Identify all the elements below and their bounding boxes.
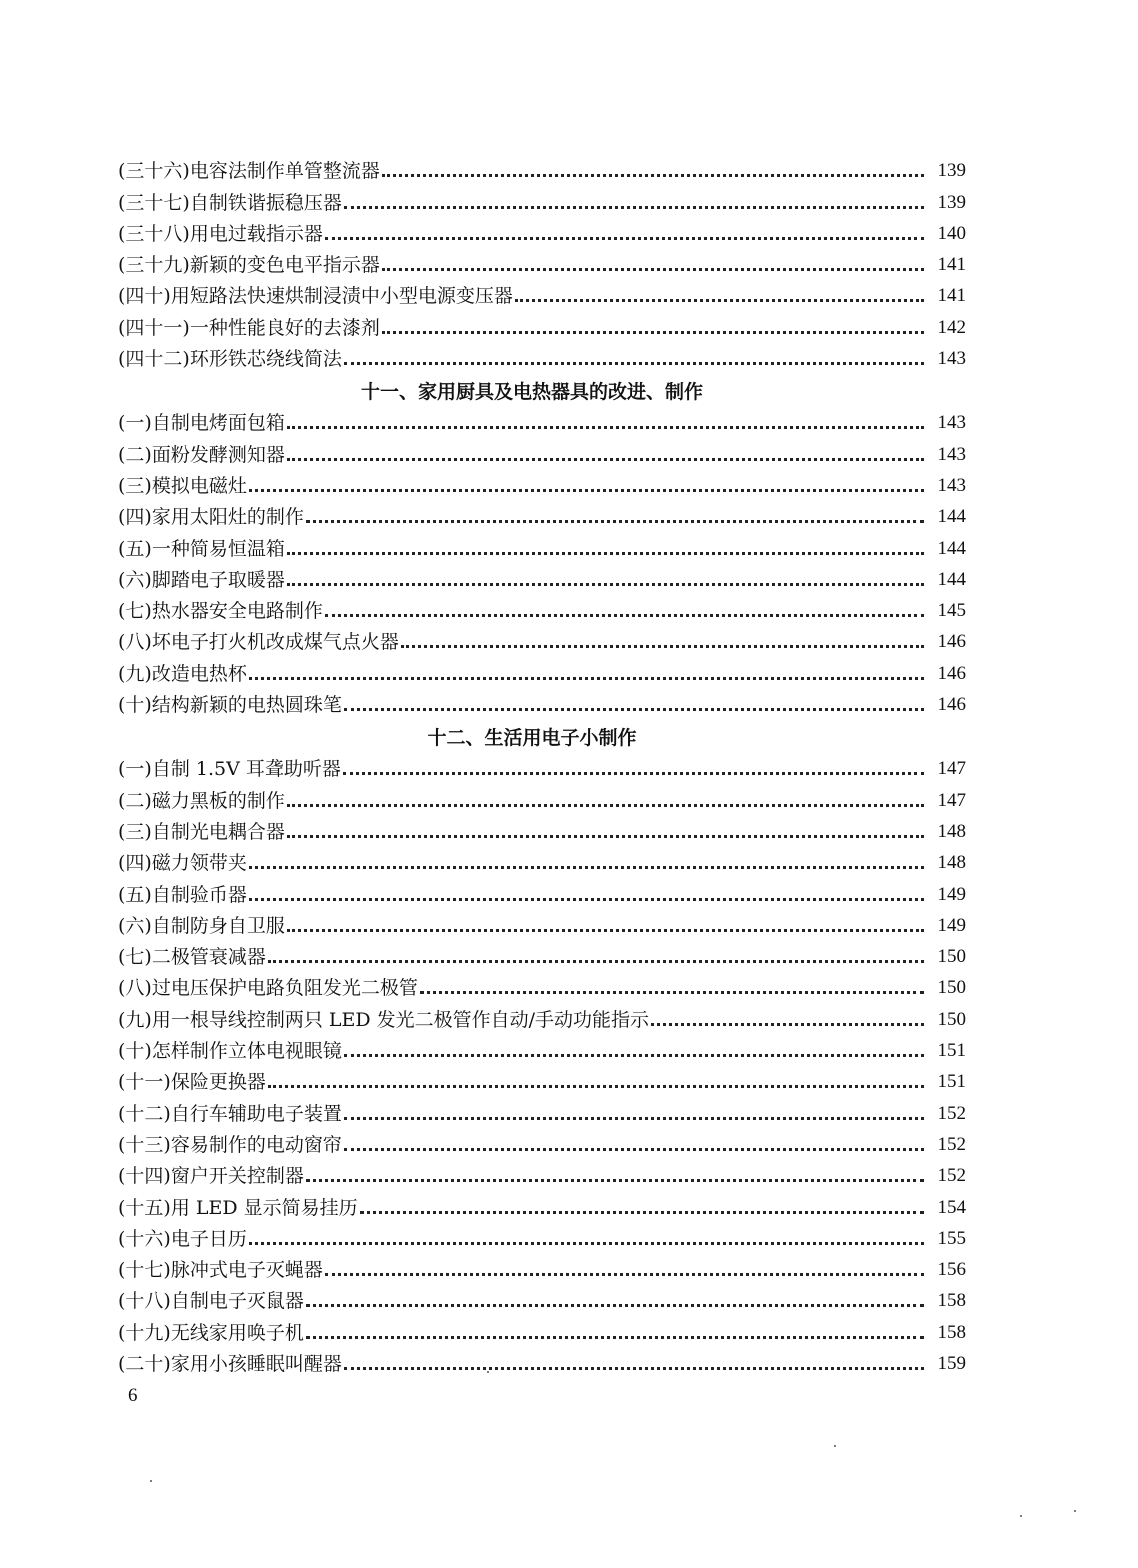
dot-leader [325, 1273, 924, 1276]
toc-entry-title: (二十)家用小孩睡眠叫醒器 [118, 1352, 342, 1375]
dot-leader [382, 268, 924, 271]
toc-entry-page: 150 [937, 946, 966, 968]
dot-leader [287, 583, 924, 586]
dot-leader [401, 645, 924, 648]
toc-entry-title: (七)二极管衰减器 [118, 946, 266, 969]
toc-entry-page: 150 [937, 1008, 966, 1030]
toc-entry-title: (十一)保险更换器 [118, 1071, 266, 1094]
toc-entry [118, 340, 966, 371]
toc-entry [118, 1313, 966, 1344]
toc-entry [118, 1157, 966, 1188]
dot-leader [306, 520, 924, 523]
toc-entry-page: 152 [937, 1102, 966, 1124]
toc-entry-page: 143 [937, 412, 966, 434]
toc-entry-page: 152 [937, 1165, 966, 1187]
toc-entry-page: 144 [937, 506, 966, 528]
toc-entry [118, 1282, 966, 1313]
toc-entry-title: (九)改造电热杯 [118, 662, 247, 685]
toc-entry-page: 140 [937, 222, 966, 244]
toc-entry-page: 158 [937, 1290, 966, 1312]
toc-entry-page: 147 [937, 789, 966, 811]
dot-leader [344, 1367, 924, 1370]
toc-entry [118, 592, 966, 623]
toc-entry-page: 146 [937, 631, 966, 653]
toc-entry [118, 404, 966, 435]
dot-leader [344, 206, 924, 209]
dot-leader [287, 426, 924, 429]
toc-entry [118, 561, 966, 592]
toc-entry-page: 146 [937, 662, 966, 684]
toc-entry-title: (三十九)新颖的变色电平指示器 [118, 254, 380, 277]
dot-leader [287, 835, 924, 838]
dot-leader [382, 331, 924, 334]
toc-entry-title: (三十八)用电过载指示器 [118, 222, 323, 245]
toc-entry [118, 467, 966, 498]
toc-entry [118, 686, 966, 717]
toc-entry-title: (十五)用 LED 显示简易挂历 [118, 1196, 358, 1219]
toc-entry [118, 844, 966, 875]
section-heading-12: 十二、生活用电子小制作 [427, 727, 637, 750]
toc-entry-title: (五)自制验币器 [118, 883, 247, 906]
toc-entry-page: 152 [937, 1133, 966, 1155]
toc-entry-page: 147 [937, 758, 966, 780]
toc-entry [118, 308, 966, 339]
scan-speck [1020, 1515, 1022, 1517]
toc-entry-page: 142 [937, 316, 966, 338]
toc-entry-title: (一)自制电烤面包箱 [118, 412, 285, 435]
toc-entry [118, 1345, 966, 1376]
scan-speck [487, 1371, 489, 1373]
toc-entry [118, 1063, 966, 1094]
toc-entry [118, 1126, 966, 1157]
toc-entry-page: 150 [937, 977, 966, 999]
toc-entry-page: 149 [937, 883, 966, 905]
toc-entry-title: (四)磁力领带夹 [118, 852, 247, 875]
toc-entry-title: (十)结构新颖的电热圆珠笔 [118, 694, 342, 717]
toc-entry [118, 152, 966, 183]
dot-leader [651, 1023, 923, 1026]
toc-entry-page: 144 [937, 537, 966, 559]
toc-entry-page: 146 [937, 694, 966, 716]
toc-entry-page: 145 [937, 600, 966, 622]
table-of-contents [118, 152, 966, 1376]
dot-leader [249, 489, 924, 492]
toc-entry-page: 139 [937, 191, 966, 213]
dot-leader [306, 1304, 924, 1307]
dot-leader [306, 1179, 924, 1182]
toc-entry [118, 623, 966, 654]
toc-entry [118, 1000, 966, 1031]
toc-entry-title: (十三)容易制作的电动窗帘 [118, 1133, 342, 1156]
toc-entry [118, 1032, 966, 1063]
toc-entry-page: 158 [937, 1321, 966, 1343]
dot-leader [420, 991, 924, 994]
dot-leader [249, 1242, 924, 1245]
dot-leader [268, 1085, 924, 1088]
toc-group-continued [118, 152, 966, 371]
toc-entry [118, 246, 966, 277]
scan-speck [150, 1480, 152, 1482]
toc-entry-title: (六)自制防身自卫服 [118, 914, 285, 937]
dot-leader [249, 677, 924, 680]
toc-entry-title: (十九)无线家用唤子机 [118, 1321, 304, 1344]
toc-entry [118, 1251, 966, 1282]
toc-entry [118, 215, 966, 246]
toc-entry-page: 151 [937, 1071, 966, 1093]
toc-entry [118, 183, 966, 214]
toc-entry-title: (二)面粉发酵测知器 [118, 443, 285, 466]
toc-entry-title: (三)自制光电耦合器 [118, 820, 285, 843]
toc-entry-title: (三)模拟电磁灶 [118, 474, 247, 497]
toc-entry-page: 151 [937, 1040, 966, 1062]
toc-entry [118, 529, 966, 560]
toc-entry-title: (三十七)自制铁谐振稳压器 [118, 191, 342, 214]
toc-entry [118, 875, 966, 906]
toc-entry-title: (六)脚踏电子取暖器 [118, 568, 285, 591]
toc-entry [118, 1094, 966, 1125]
dot-leader [287, 458, 924, 461]
dot-leader [249, 866, 924, 869]
toc-entry-title: (十七)脉冲式电子灭蝇器 [118, 1259, 323, 1282]
toc-entry-title: (十六)电子日历 [118, 1227, 247, 1250]
toc-entry-page: 156 [937, 1259, 966, 1281]
dot-leader [344, 362, 924, 365]
toc-group-section-12 [118, 750, 966, 1376]
toc-entry-page: 144 [937, 568, 966, 590]
toc-entry [118, 1188, 966, 1219]
toc-entry [118, 435, 966, 466]
section-heading-11: 十一、家用厨具及电热器具的改进、制作 [360, 381, 703, 404]
toc-entry-title: (十四)窗户开关控制器 [118, 1165, 304, 1188]
dot-leader [306, 1336, 924, 1339]
dot-leader [343, 772, 924, 775]
toc-entry-page: 159 [937, 1352, 966, 1374]
toc-entry-title: (五)一种简易恒温箱 [118, 537, 285, 560]
dot-leader [325, 614, 924, 617]
toc-entry-page: 143 [937, 474, 966, 496]
toc-entry-page: 148 [937, 820, 966, 842]
toc-entry-title: (八)坏电子打火机改成煤气点火器 [118, 631, 399, 654]
toc-entry-page: 148 [937, 852, 966, 874]
dot-leader [344, 1148, 924, 1151]
toc-entry [118, 498, 966, 529]
dot-leader [382, 174, 924, 177]
dot-leader [268, 960, 924, 963]
toc-entry-title: (四十一)一种性能良好的去漆剂 [118, 316, 380, 339]
toc-entry [118, 907, 966, 938]
dot-leader [287, 929, 924, 932]
toc-entry-title: (二)磁力黑板的制作 [118, 789, 285, 812]
toc-entry-page: 154 [937, 1196, 966, 1218]
toc-group-section-11 [118, 404, 966, 717]
toc-entry-title: (十二)自行车辅助电子装置 [118, 1102, 342, 1125]
scan-speck [834, 1445, 836, 1447]
toc-entry [118, 938, 966, 969]
toc-entry-page: 141 [937, 285, 966, 307]
toc-entry-title: (四)家用太阳灶的制作 [118, 506, 304, 529]
dot-leader [287, 804, 924, 807]
toc-entry-page: 141 [937, 254, 966, 276]
toc-entry-title: (一)自制 1.5V 耳聋助听器 [118, 758, 341, 781]
toc-entry [118, 813, 966, 844]
toc-entry [118, 1220, 966, 1251]
dot-leader [344, 1117, 924, 1120]
dot-leader [515, 299, 924, 302]
toc-entry-title: (四十二)环形铁芯绕线简法 [118, 348, 342, 371]
toc-entry [118, 277, 966, 308]
toc-entry-title: (十)怎样制作立体电视眼镜 [118, 1040, 342, 1063]
page-number: 6 [128, 1385, 138, 1406]
toc-entry-title: (八)过电压保护电路负阻发光二极管 [118, 977, 418, 1000]
toc-entry [118, 750, 966, 781]
toc-entry-title: (九)用一根导线控制两只 LED 发光二极管作自动/手动功能指示 [118, 1008, 650, 1031]
toc-entry [118, 969, 966, 1000]
toc-entry-title: (七)热水器安全电路制作 [118, 600, 323, 623]
dot-leader [287, 552, 924, 555]
dot-leader [325, 237, 924, 240]
toc-entry-page: 139 [937, 160, 966, 182]
toc-entry-page: 143 [937, 348, 966, 370]
scan-speck [1074, 1510, 1076, 1512]
toc-entry-title: (十八)自制电子灭鼠器 [118, 1290, 304, 1313]
dot-leader [344, 708, 924, 711]
dot-leader [249, 898, 924, 901]
dot-leader [344, 1054, 924, 1057]
toc-entry-page: 155 [937, 1227, 966, 1249]
dot-leader [360, 1211, 924, 1214]
toc-entry-page: 149 [937, 914, 966, 936]
toc-entry-title: (四十)用短路法快速烘制浸渍中小型电源变压器 [118, 285, 513, 308]
toc-entry-page: 143 [937, 443, 966, 465]
toc-entry-title: (三十六)电容法制作单管整流器 [118, 160, 380, 183]
toc-entry [118, 781, 966, 812]
toc-entry [118, 654, 966, 685]
